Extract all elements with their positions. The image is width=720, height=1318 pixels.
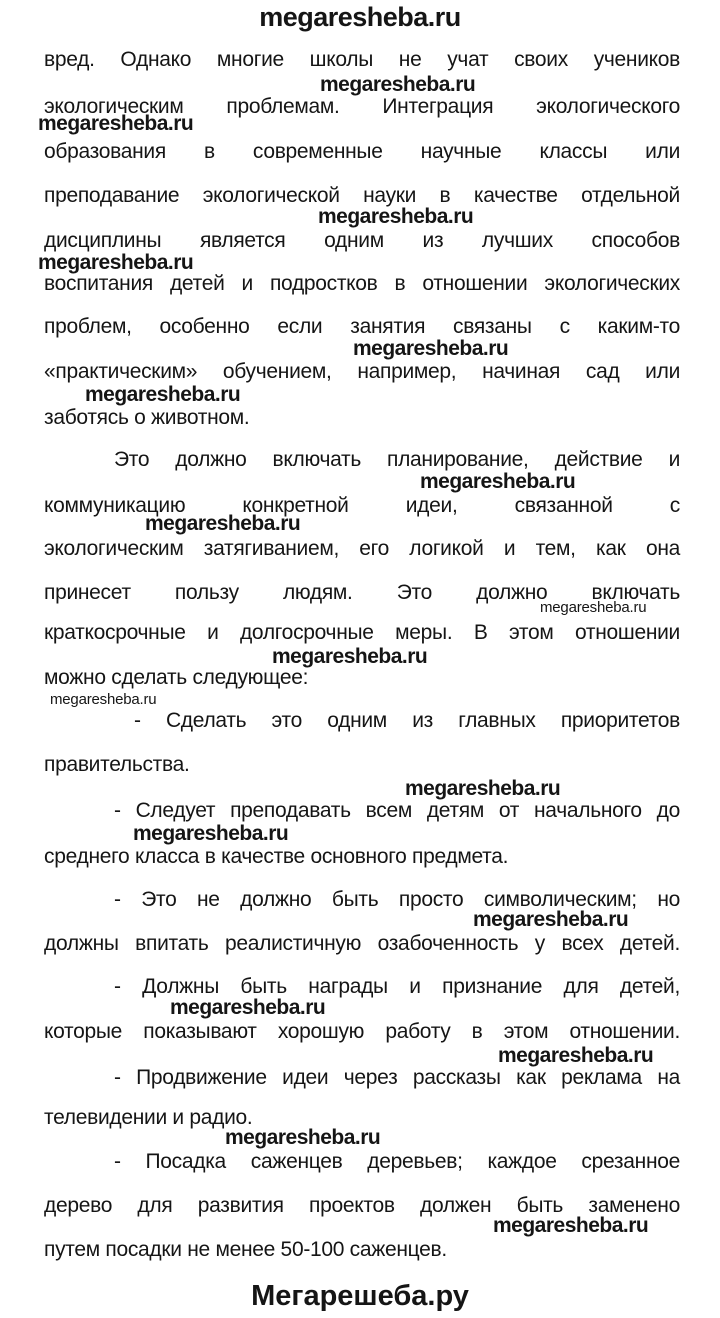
site-watermark: megaresheba.ru [493,1214,649,1237]
document-line: - Продвижение идеи через рассказы как реклама на [114,1066,680,1089]
document-line: - Сделать это одним из главных приоритетов [134,709,680,732]
document-line: телевидении и радио. [44,1106,253,1129]
document-line: - Следует преподавать всем детям от начального до [114,799,680,822]
document-line: можно сделать следующее: [44,666,309,689]
document-line: должны впитать реалистичную озабоченность у всех детей. [44,932,680,955]
site-watermark: megaresheba.ru [540,599,647,616]
site-watermark: megaresheba.ru [170,996,326,1019]
document-line: экологическим проблемам. Интеграция экологического [44,95,680,118]
document-line: образования в современные научные классы или [44,140,680,163]
document-line: проблем, особенно если занятия связаны с каким-то [44,315,680,338]
document-line: путем посадки не менее 50-100 саженцев. [44,1238,447,1261]
site-watermark: megaresheba.ru [272,645,428,668]
document-line: краткосрочные и долгосрочные меры. В этом отношении [44,621,680,644]
document-line: заботясь о животном. [44,406,250,429]
site-watermark: megaresheba.ru [498,1044,654,1067]
document-line: - Посадка саженцев деревьев; каждое срезанное [114,1150,680,1173]
document-line: среднего класса в качестве основного предмета. [44,845,509,868]
site-watermark: megaresheba.ru [225,1126,381,1149]
site-watermark: megaresheba.ru [145,512,301,535]
site-watermark: megaresheba.ru [318,205,474,228]
document-line: которые показывают хорошую работу в этом отношении. [44,1020,680,1043]
site-watermark: megaresheba.ru [50,691,157,708]
document-line: дисциплины является одним из лучших способов [44,229,680,252]
document-line: экологическим затягиванием, его логикой и тем, как она [44,537,680,560]
site-watermark: megaresheba.ru [420,470,576,493]
site-watermark: megaresheba.ru [473,908,629,931]
site-watermark: megaresheba.ru [405,777,561,800]
document-line: правительства. [44,753,190,776]
document-line: - Должны быть награды и признание для детей, [114,975,680,998]
document-line: - Это не должно быть просто символическим; но [114,888,680,911]
site-watermark: megaresheba.ru [38,251,194,274]
document-line: дерево для развития проектов должен быть заменено [44,1194,680,1217]
document-line: воспитания детей и подростков в отношении экологических [44,272,680,295]
document-line: принесет пользу людям. Это должно включать [44,581,680,604]
document-line: вред. Однако многие школы не учат своих учеников [44,48,680,71]
site-watermark: megaresheba.ru [85,383,241,406]
site-watermark: megaresheba.ru [320,73,476,96]
site-watermark: megaresheba.ru [38,112,194,135]
document-line: «практическим» обучением, например, начиная сад или [44,360,680,383]
document-line: коммуникацию конкретной идеи, связанной с [44,494,680,517]
site-watermark: megaresheba.ru [353,337,509,360]
site-watermark: megaresheba.ru [133,822,289,845]
document-line: преподавание экологической науки в качестве отдельной [44,184,680,207]
footer-title: Мегарешеба.ру [251,1280,469,1312]
header-watermark: megaresheba.ru [259,2,461,32]
document-line: Это должно включать планирование, действие и [114,448,680,471]
